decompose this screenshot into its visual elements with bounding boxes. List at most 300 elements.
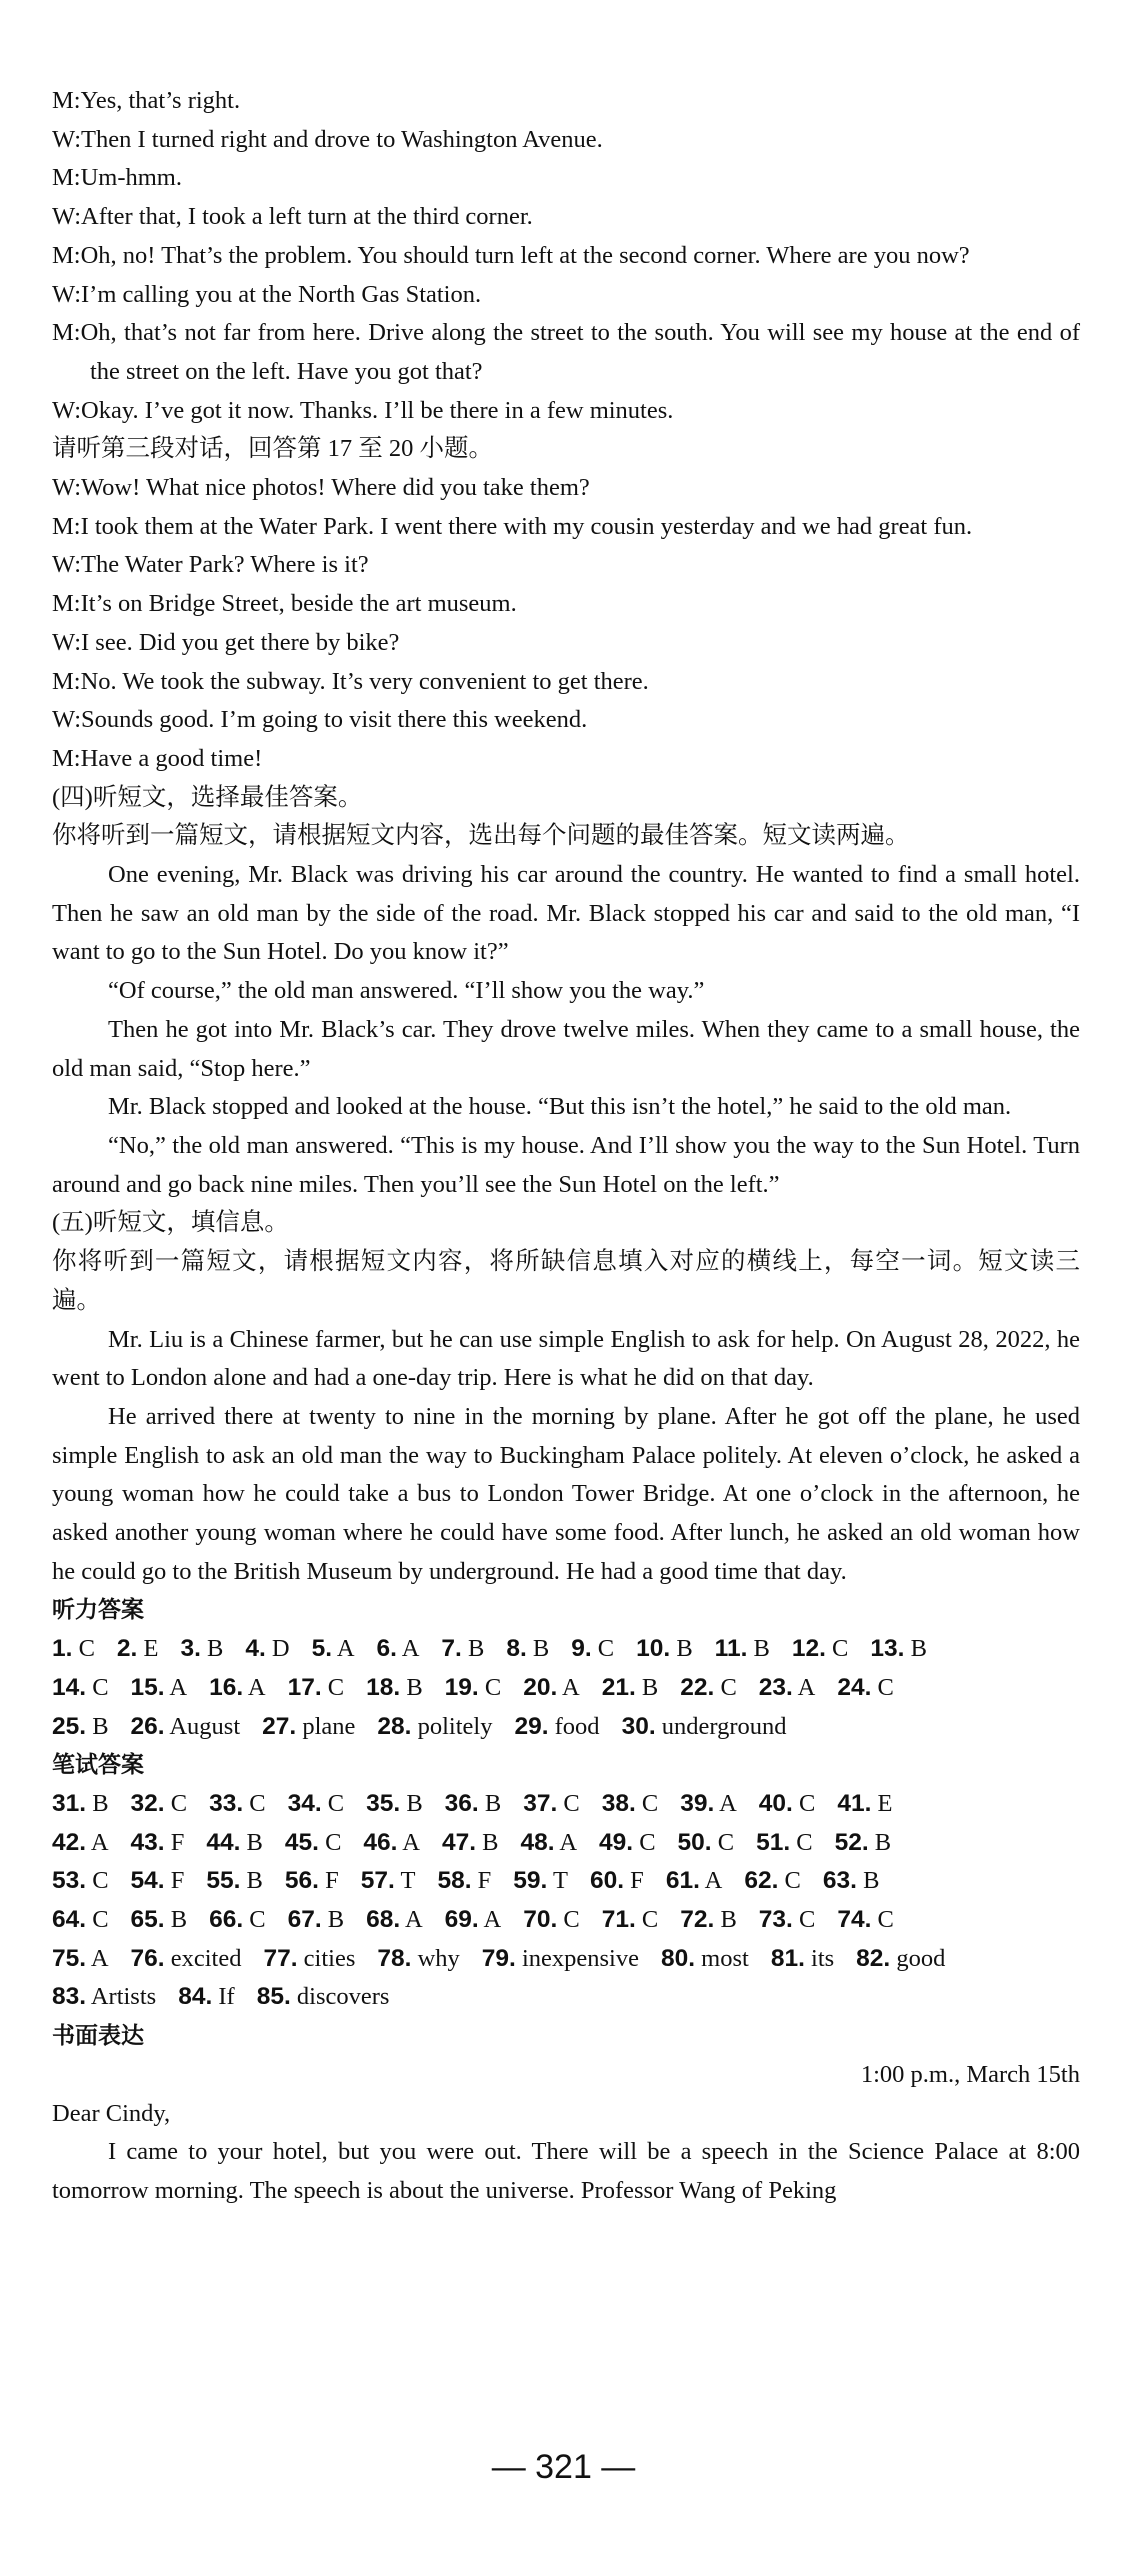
answer-item [835, 1824, 892, 1863]
answer-row [52, 1978, 1080, 2017]
answer-value: C [243, 1906, 266, 1934]
question-number: 22. [680, 1673, 715, 1701]
answer-value: C [714, 1673, 737, 1701]
answer-value: B [868, 1828, 892, 1856]
question-number: 64. [52, 1906, 87, 1934]
answer-item [52, 1824, 109, 1863]
question-number: 54. [130, 1867, 165, 1895]
answer-item [636, 1630, 693, 1669]
answer-value: C [635, 1789, 659, 1817]
listening-answers [52, 1630, 1080, 1746]
question-number: 28. [377, 1712, 412, 1740]
answer-value: A [554, 1828, 578, 1856]
answer-item [312, 1630, 355, 1669]
passage-paragraph: He arrived there at twenty to nine in the morning by plane. After he got off the plane, he used simple English to ask an old man the way to Buckingham Palace politely. At eleven o’clock, he asked a young woman how he could take a bus to London Tower Bridge. At one o’clock in the afternoon, he asked another young woman where he could have some food. After lunch, he asked an old woman how he could go to the British Museum by underground. He had a good time that day. [52, 1402, 1080, 1585]
answer-value: C [790, 1828, 813, 1856]
answer-value: E [871, 1789, 893, 1817]
passage-paragraph: “No,” the old man answered. “This is my house. And I’ll show you the way to the Sun Hotel. Turn around and go back nine miles. Then you’ll see the Sun Hotel on the left.” [52, 1131, 1080, 1198]
answer-value: T [394, 1867, 416, 1895]
question-number: 14. [52, 1673, 87, 1701]
question-number: 10. [636, 1635, 671, 1663]
answer-item [52, 1862, 109, 1901]
answer-value: B [164, 1906, 188, 1934]
answer-item [661, 1940, 749, 1979]
answer-item [131, 1824, 185, 1863]
dialogue-line: W:The Water Park? Where is it? [52, 551, 369, 579]
answer-item [131, 1669, 188, 1708]
answer-value: C [86, 1906, 109, 1934]
answer-row [52, 1901, 1080, 1940]
answer-value: B [856, 1867, 880, 1895]
question-number: 16. [209, 1673, 244, 1701]
answer-item [513, 1862, 568, 1901]
answer-item [209, 1669, 266, 1708]
dialogue-line: W:I’m calling you at the North Gas Station. [52, 280, 482, 308]
answer-value: B [400, 1673, 423, 1701]
answer-value: E [137, 1635, 159, 1663]
answer-item [288, 1785, 345, 1824]
question-number: 38. [601, 1789, 636, 1817]
passage-paragraph: One evening, Mr. Black was driving his car around the country. He wanted to find a small hotel. Then he saw an old man by the side of the road. Mr. Black stopped his car and said to the old man, “I want to go to the Sun Hotel. Do you know it?” [52, 861, 1080, 966]
answer-value: C [778, 1867, 801, 1895]
question-number: 73. [758, 1906, 793, 1934]
answer-item [756, 1824, 813, 1863]
question-number: 12. [791, 1635, 826, 1663]
answer-item [206, 1824, 263, 1863]
part5-passage [52, 1321, 1080, 1592]
answer-item [680, 1785, 737, 1824]
question-number: 84. [178, 1983, 213, 2011]
section3-heading: 请听第三段对话，回答第 17 至 20 小题。 [52, 435, 493, 463]
answer-row [52, 1708, 1080, 1747]
answer-value: underground [655, 1712, 787, 1740]
answer-item [445, 1901, 502, 1940]
question-number: 46. [363, 1828, 398, 1856]
answer-value: C [825, 1635, 849, 1663]
answer-item [263, 1940, 355, 1979]
answer-item [52, 1940, 109, 1979]
question-number: 3. [180, 1635, 201, 1663]
answer-item [131, 1901, 188, 1940]
written-answers-title: 笔试答案 [52, 1752, 144, 1779]
question-number: 78. [377, 1944, 412, 1972]
question-number: 11. [714, 1635, 748, 1663]
dialogue-line: M:Um-hmm. [52, 164, 182, 192]
question-number: 15. [130, 1673, 165, 1701]
part5-instruction: 你将听到一篇短文，请根据短文内容，将所缺信息填入对应的横线上，每空一词。短文读三遍。 [52, 1248, 1080, 1314]
question-number: 45. [284, 1828, 319, 1856]
question-number: 24. [837, 1673, 872, 1701]
question-number: 83. [52, 1983, 87, 2011]
question-number: 82. [856, 1944, 891, 1972]
answer-row [52, 1785, 1080, 1824]
answer-value: F [624, 1867, 644, 1895]
answer-value: A [557, 1673, 580, 1701]
answer-value: C [72, 1635, 95, 1663]
answer-item [599, 1824, 656, 1863]
answer-row [52, 1630, 1080, 1669]
answer-value: F [318, 1867, 339, 1895]
answer-value: good [890, 1944, 946, 1972]
question-number: 58. [437, 1867, 472, 1895]
answer-item [52, 1708, 109, 1747]
dialogue-line: M:I took them at the Water Park. I went there with my cousin yesterday and we had great fun. [52, 512, 973, 540]
letter-greeting: Dear Cindy, [52, 2099, 171, 2127]
answer-item [523, 1785, 580, 1824]
answer-value: discovers [290, 1983, 390, 2011]
question-number: 77. [263, 1944, 298, 1972]
answer-item [482, 1940, 639, 1979]
answer-item [366, 1901, 423, 1940]
question-number: 48. [520, 1828, 555, 1856]
question-number: 70. [523, 1906, 558, 1934]
answer-value: C [86, 1673, 109, 1701]
answer-item [771, 1940, 834, 1979]
answer-item [131, 1785, 188, 1824]
answer-value: A [400, 1906, 423, 1934]
answer-item [759, 1901, 816, 1940]
question-number: 35. [366, 1789, 401, 1817]
question-number: 63. [822, 1867, 857, 1895]
answer-value: B [670, 1635, 693, 1663]
answer-item [257, 1978, 390, 2017]
answer-item [117, 1630, 159, 1669]
question-number: 7. [441, 1635, 462, 1663]
answer-item [366, 1785, 423, 1824]
dialogue-line: M:Have a good time! [52, 744, 263, 772]
answer-value: A [86, 1944, 109, 1972]
answer-item [506, 1630, 549, 1669]
question-number: 19. [444, 1673, 479, 1701]
question-number: 8. [506, 1635, 527, 1663]
question-number: 37. [523, 1789, 558, 1817]
answer-value: B [200, 1635, 224, 1663]
part4-instruction: 你将听到一篇短文，请根据短文内容，选出每个问题的最佳答案。短文读两遍。 [52, 822, 910, 850]
answer-value: C [591, 1635, 615, 1663]
question-number: 65. [130, 1906, 165, 1934]
answer-item [837, 1669, 894, 1708]
answer-value: C [557, 1789, 580, 1817]
answer-item [366, 1669, 423, 1708]
answer-value: plane [296, 1712, 356, 1740]
answer-item [520, 1824, 577, 1863]
answer-value: B [526, 1635, 550, 1663]
answer-value: F [164, 1828, 185, 1856]
question-number: 67. [287, 1906, 322, 1934]
answer-item [131, 1940, 242, 1979]
answer-item [52, 1978, 156, 2017]
question-number: 23. [758, 1673, 793, 1701]
answer-item [245, 1630, 289, 1669]
answer-value: C [635, 1906, 659, 1934]
question-number: 33. [209, 1789, 244, 1817]
answer-value: B [635, 1673, 659, 1701]
answer-value: its [804, 1944, 835, 1972]
answer-item [288, 1669, 345, 1708]
question-number: 51. [756, 1828, 791, 1856]
answer-value: B [86, 1712, 109, 1740]
question-number: 4. [245, 1635, 266, 1663]
dialogue-3 [52, 469, 1080, 779]
question-number: 50. [677, 1828, 712, 1856]
written-answers [52, 1785, 1080, 2017]
answer-item [823, 1862, 880, 1901]
page-content [52, 82, 1080, 2211]
answer-value: B [476, 1828, 499, 1856]
answer-value: A [243, 1673, 266, 1701]
answer-value: A [478, 1906, 502, 1934]
question-number: 81. [770, 1944, 805, 1972]
answer-value: D [265, 1635, 290, 1663]
answer-item [131, 1862, 185, 1901]
answer-item [131, 1708, 241, 1747]
answer-value: C [243, 1789, 266, 1817]
answer-item [744, 1862, 801, 1901]
question-number: 2. [116, 1635, 138, 1663]
question-number: 85. [256, 1983, 291, 2011]
question-number: 53. [52, 1867, 87, 1895]
answer-value: C [164, 1789, 188, 1817]
answer-value: C [321, 1789, 345, 1817]
writing-title: 书面表达 [52, 2023, 144, 2050]
answer-value: A [714, 1789, 737, 1817]
answer-item [715, 1630, 770, 1669]
answer-item [285, 1862, 339, 1901]
answer-item [178, 1978, 235, 2017]
answer-item [377, 1708, 492, 1747]
answer-item [437, 1862, 491, 1901]
question-number: 72. [680, 1906, 715, 1934]
answer-item [209, 1901, 266, 1940]
question-number: 75. [52, 1944, 87, 1972]
answer-row [52, 1862, 1080, 1901]
answer-value: excited [164, 1944, 242, 1972]
question-number: 17. [287, 1673, 322, 1701]
answer-item [523, 1669, 580, 1708]
dialogue-line: W:Okay. I’ve got it now. Thanks. I’ll be there in a few minutes. [52, 396, 674, 424]
question-number: 26. [130, 1712, 165, 1740]
passage-paragraph: Then he got into Mr. Black’s car. They drove twelve miles. When they came to a small house, the old man said, “Stop here.” [52, 1015, 1080, 1082]
question-number: 36. [444, 1789, 479, 1817]
question-number: 32. [130, 1789, 165, 1817]
dialogue-line: M:Oh, that’s not far from here. Drive along the street to the south. You will see my house at the end of the street on the left. Have you got that? [52, 319, 1080, 385]
letter-date: 1:00 p.m., March 15th [860, 2060, 1080, 2088]
answer-value: C [792, 1906, 816, 1934]
answer-value: cities [297, 1944, 356, 1972]
answer-item [377, 1940, 459, 1979]
question-number: 34. [287, 1789, 322, 1817]
answer-value: B [478, 1789, 502, 1817]
part4-passage [52, 856, 1080, 1204]
answer-item [602, 1785, 659, 1824]
answer-value: August [164, 1712, 241, 1740]
answer-item [442, 1824, 499, 1863]
answer-item [523, 1901, 580, 1940]
answer-item [680, 1901, 737, 1940]
answer-value: B [747, 1635, 770, 1663]
answer-value: A [332, 1635, 355, 1663]
question-number: 66. [209, 1906, 244, 1934]
question-number: 21. [601, 1673, 636, 1701]
part5-title: (五)听短文，填信息。 [52, 1209, 289, 1237]
question-number: 9. [571, 1635, 592, 1663]
question-number: 30. [621, 1712, 656, 1740]
answer-value: inexpensive [515, 1944, 639, 1972]
question-number: 68. [366, 1906, 401, 1934]
answer-value: B [86, 1789, 109, 1817]
answer-value: F [164, 1867, 185, 1895]
answer-item [622, 1708, 787, 1747]
question-number: 13. [870, 1635, 905, 1663]
answer-item [678, 1824, 735, 1863]
question-number: 42. [52, 1828, 87, 1856]
answer-item [262, 1708, 355, 1747]
dialogue-line: W:I see. Did you get there by bike? [52, 628, 400, 656]
question-number: 59. [513, 1867, 548, 1895]
answer-value: If [212, 1983, 235, 2011]
dialogue-line: W:Wow! What nice photos! Where did you take them? [52, 474, 590, 502]
answer-value: C [478, 1673, 502, 1701]
answer-item [441, 1630, 484, 1669]
answer-value: A [792, 1673, 816, 1701]
answer-item [288, 1901, 345, 1940]
answer-item [285, 1824, 342, 1863]
dialogue-line: M:Oh, no! That’s the problem. You should turn left at the second corner. Where are you now? [52, 241, 970, 269]
question-number: 5. [311, 1635, 333, 1663]
answer-value: C [871, 1906, 894, 1934]
passage-paragraph: Mr. Black stopped and looked at the house. “But this isn’t the hotel,” he said to the old man. [108, 1093, 1012, 1121]
answer-item [514, 1708, 599, 1747]
question-number: 27. [262, 1712, 297, 1740]
answer-item [666, 1862, 723, 1901]
passage-paragraph: Mr. Liu is a Chinese farmer, but he can use simple English to ask for help. On August 28, 2022, he went to London alone and had a one-day trip. Here is what he did on that day. [52, 1325, 1080, 1392]
question-number: 40. [758, 1789, 793, 1817]
answer-item [52, 1785, 109, 1824]
answer-value: C [318, 1828, 342, 1856]
page-number: — 321 — [491, 2448, 636, 2486]
answer-item [602, 1901, 659, 1940]
question-number: 62. [744, 1867, 779, 1895]
answer-item [837, 1901, 894, 1940]
question-number: 44. [206, 1828, 241, 1856]
answer-item [602, 1669, 659, 1708]
question-number: 74. [837, 1906, 872, 1934]
listening-answers-title: 听力答案 [52, 1597, 144, 1624]
answer-item [759, 1669, 816, 1708]
answer-value: A [164, 1673, 188, 1701]
answer-value: A [86, 1828, 109, 1856]
question-number: 69. [444, 1906, 479, 1934]
question-number: 20. [523, 1673, 558, 1701]
answer-item [792, 1630, 849, 1669]
answer-row [52, 1940, 1080, 1979]
question-number: 6. [376, 1635, 397, 1663]
dialogue-line: W:Then I turned right and drove to Washington Avenue. [52, 125, 603, 153]
answer-value: B [240, 1828, 263, 1856]
answer-item [180, 1630, 223, 1669]
answer-value: B [321, 1906, 345, 1934]
answer-item [759, 1785, 816, 1824]
answer-item [361, 1862, 416, 1901]
answer-value: B [461, 1635, 485, 1663]
answer-value: politely [411, 1712, 493, 1740]
answer-value: B [400, 1789, 423, 1817]
part4-title: (四)听短文，选择最佳答案。 [52, 783, 363, 811]
answer-value: C [792, 1789, 816, 1817]
answer-item [52, 1901, 109, 1940]
answer-row [52, 1824, 1080, 1863]
question-number: 52. [834, 1828, 869, 1856]
question-number: 41. [837, 1789, 872, 1817]
question-number: 61. [665, 1867, 700, 1895]
question-number: 31. [52, 1789, 87, 1817]
answer-item [445, 1669, 502, 1708]
answer-item [209, 1785, 266, 1824]
answer-value: F [471, 1867, 492, 1895]
dialogue-line: W:Sounds good. I’m going to visit there this weekend. [52, 706, 588, 734]
answer-item [856, 1940, 945, 1979]
answer-item [680, 1669, 737, 1708]
answer-value: T [547, 1867, 568, 1895]
dialogue-line: M:No. We took the subway. It’s very convenient to get there. [52, 667, 649, 695]
question-number: 57. [360, 1867, 395, 1895]
answer-item [363, 1824, 420, 1863]
answer-value: C [86, 1867, 109, 1895]
answer-value: most [695, 1944, 749, 1972]
answer-item [571, 1630, 614, 1669]
question-number: 55. [206, 1867, 241, 1895]
question-number: 60. [589, 1867, 625, 1895]
answer-value: C [711, 1828, 735, 1856]
dialogue-line: M:Yes, that’s right. [52, 87, 241, 114]
question-number: 71. [601, 1906, 636, 1934]
question-number: 56. [284, 1867, 319, 1895]
answer-value: C [557, 1906, 580, 1934]
letter-body: I came to your hotel, but you were out. There will be a speech in the Science Palace at 8:00 tomorrow morning. The speech is about the universe. Professor Wang of Peking [52, 2138, 1080, 2204]
answer-row [52, 1669, 1080, 1708]
answer-item [377, 1630, 420, 1669]
question-number: 47. [441, 1828, 477, 1856]
answer-value: B [904, 1635, 927, 1663]
answer-value: food [548, 1712, 600, 1740]
dialogue-line: M:It’s on Bridge Street, beside the art museum. [52, 590, 517, 618]
question-number: 49. [599, 1828, 634, 1856]
answer-value: C [633, 1828, 656, 1856]
question-number: 1. [52, 1635, 73, 1663]
answer-value: A [396, 1635, 420, 1663]
answer-item [52, 1669, 109, 1708]
question-number: 76. [130, 1944, 165, 1972]
answer-item [445, 1785, 502, 1824]
question-number: 18. [366, 1673, 401, 1701]
answer-value: Artists [86, 1983, 157, 2011]
answer-item [52, 1630, 95, 1669]
answer-value: C [321, 1673, 345, 1701]
passage-paragraph: “Of course,” the old man answered. “I’ll show you the way.” [108, 977, 705, 1005]
answer-item [206, 1862, 263, 1901]
question-number: 39. [680, 1789, 715, 1817]
question-number: 29. [514, 1712, 549, 1740]
answer-item [837, 1785, 892, 1824]
question-number: 79. [481, 1944, 516, 1972]
answer-value: B [714, 1906, 737, 1934]
answer-item [870, 1630, 927, 1669]
dialogue-line: W:After that, I took a left turn at the third corner. [52, 203, 533, 231]
question-number: 43. [130, 1828, 165, 1856]
answer-value: B [240, 1867, 263, 1895]
answer-value: A [699, 1867, 723, 1895]
question-number: 25. [52, 1712, 87, 1740]
